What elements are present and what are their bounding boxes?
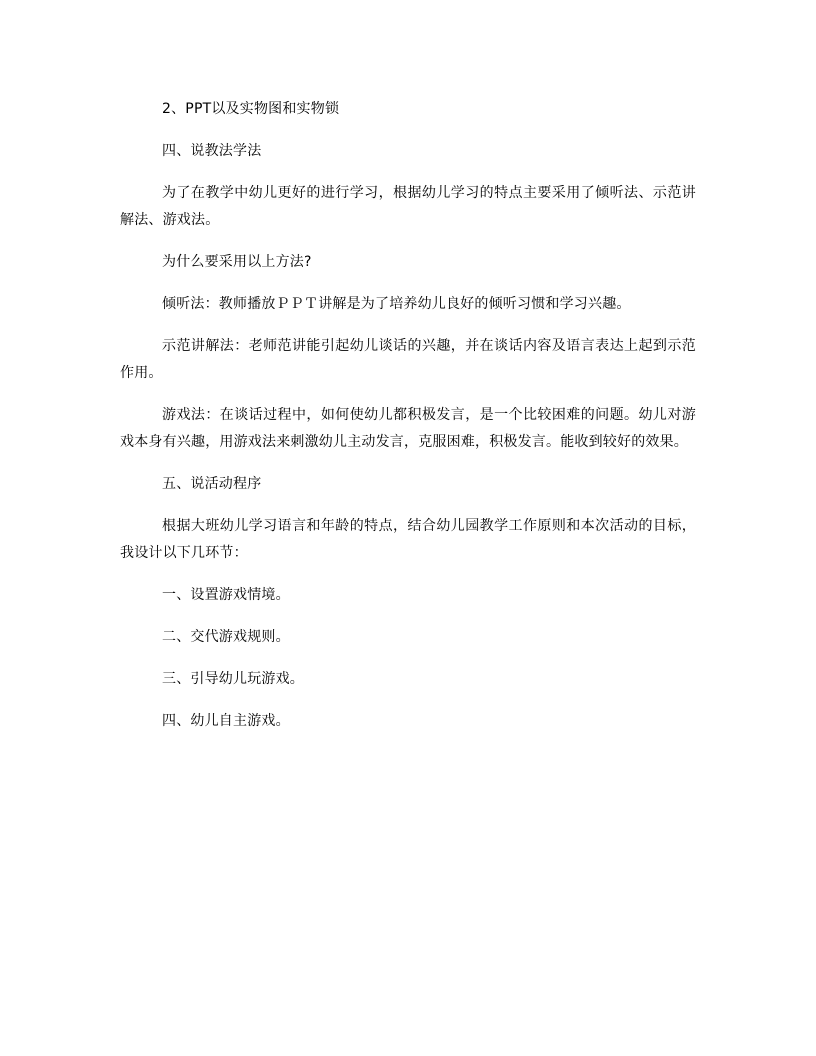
section-heading-teaching-methods: 四、说教法学法 bbox=[162, 143, 262, 159]
procedure-step-2: 二、交代游戏规则。 bbox=[162, 629, 290, 645]
procedure-intro: 根据大班幼儿学习语言和年龄的特点，结合幼儿园教学工作原则和本次活动的目标，我设计以下几环节： bbox=[120, 518, 696, 561]
procedure-step-3: 三、引导幼儿玩游戏。 bbox=[162, 671, 304, 687]
game-method: 游戏法：在谈话过程中，如何使幼儿都积极发言，是一个比较困难的问题。幼儿对游戏本身有兴趣，用游戏法来刺激幼儿主动发言，克服困难，积极发言。能收到较好的效果。 bbox=[120, 407, 696, 450]
teaching-methods-intro: 为了在教学中幼儿更好的进行学习，根据幼儿学习的特点主要采用了倾听法、示范讲解法、游戏法。 bbox=[120, 185, 696, 228]
why-methods-question: 为什么要采用以上方法? bbox=[162, 254, 312, 270]
document-body bbox=[120, 96, 696, 750]
procedure-step-4: 四、幼儿自主游戏。 bbox=[162, 713, 290, 729]
section-heading-activity-procedure: 五、说活动程序 bbox=[162, 476, 262, 492]
listening-method: 倾听法：教师播放ＰＰＴ讲解是为了培养幼儿良好的倾听习惯和学习兴趣。 bbox=[162, 296, 631, 312]
materials-item: 2、PPT以及实物图和实物锁 bbox=[162, 101, 340, 117]
demonstration-method: 示范讲解法：老师范讲能引起幼儿谈话的兴趣，并在谈话内容及语言表达上起到示范作用。 bbox=[120, 338, 696, 381]
procedure-step-1: 一、设置游戏情境。 bbox=[162, 587, 290, 603]
